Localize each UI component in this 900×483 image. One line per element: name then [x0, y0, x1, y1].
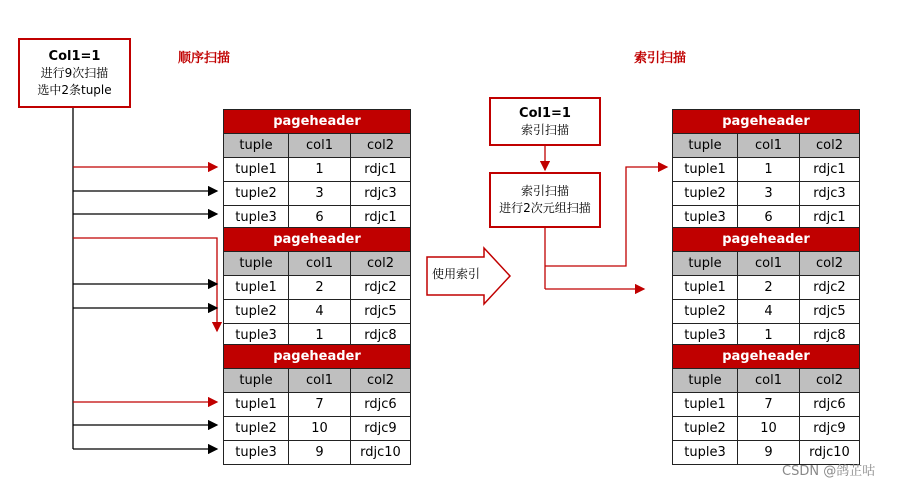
table-row	[673, 157, 859, 181]
watermark: CSDN @鸽芷咕	[782, 464, 876, 479]
table-row	[224, 440, 410, 464]
index-scan-condition-box	[489, 97, 601, 146]
table-cell: tuple1	[235, 280, 277, 295]
table-row	[673, 392, 859, 416]
table-cell: tuple3	[235, 445, 277, 460]
table-cell: rdjc8	[350, 324, 410, 347]
condition-label: Col1=1	[48, 48, 101, 64]
table-cell: tuple1	[684, 280, 726, 295]
table-cell: rdjc10	[350, 441, 410, 464]
data-page	[672, 344, 860, 465]
data-page	[223, 344, 411, 465]
table-cell: rdjc6	[350, 393, 410, 416]
table-cell: 1	[288, 158, 350, 181]
table-cell: rdjc9	[799, 417, 859, 440]
table-cell: 2	[288, 276, 350, 299]
table-cell: 9	[288, 441, 350, 464]
table-cell: tuple2	[235, 304, 277, 319]
table-row	[224, 205, 410, 229]
data-page	[223, 227, 411, 348]
data-page	[672, 109, 860, 230]
table-cell: 9	[737, 441, 799, 464]
table-cell: 4	[288, 300, 350, 323]
sequential-scan-title: 顺序扫描	[178, 51, 231, 66]
column-header: tuple	[224, 134, 288, 157]
table-cell: tuple2	[684, 421, 726, 436]
table-cell: tuple2	[235, 186, 277, 201]
column-header: col2	[799, 369, 859, 392]
index-scan-title: 索引扫描	[634, 51, 687, 66]
table-cell: rdjc5	[350, 300, 410, 323]
column-header-row	[673, 369, 859, 392]
column-header: tuple	[673, 252, 737, 275]
table-row	[673, 275, 859, 299]
table-row	[224, 157, 410, 181]
data-page	[223, 109, 411, 230]
use-index-arrow-label: 使用索引	[432, 267, 481, 281]
table-cell: tuple2	[235, 421, 277, 436]
page-header: pageheader	[224, 228, 410, 252]
page-header: pageheader	[673, 110, 859, 134]
table-cell: 10	[288, 417, 350, 440]
table-row	[224, 275, 410, 299]
table-row	[673, 299, 859, 323]
column-header-row	[673, 134, 859, 157]
table-cell: rdjc1	[350, 158, 410, 181]
table-cell: rdjc1	[350, 206, 410, 229]
table-cell: 3	[288, 182, 350, 205]
table-row	[673, 205, 859, 229]
table-cell: 2	[737, 276, 799, 299]
page-header: pageheader	[673, 345, 859, 369]
data-page	[672, 227, 860, 348]
column-header: col2	[799, 134, 859, 157]
table-cell: 1	[288, 324, 350, 347]
table-cell: 10	[737, 417, 799, 440]
column-header: col2	[799, 252, 859, 275]
index-scan-label: 索引扫描	[520, 122, 569, 137]
table-cell: 7	[737, 393, 799, 416]
table-cell: 1	[737, 324, 799, 347]
table-cell: rdjc5	[799, 300, 859, 323]
table-cell: rdjc10	[799, 441, 859, 464]
table-row	[224, 392, 410, 416]
table-row	[224, 416, 410, 440]
table-cell: tuple1	[684, 397, 726, 412]
page-header: pageheader	[224, 345, 410, 369]
table-cell: tuple2	[684, 304, 726, 319]
table-cell: 4	[737, 300, 799, 323]
table-cell: rdjc1	[799, 158, 859, 181]
column-header: tuple	[673, 134, 737, 157]
table-cell: rdjc6	[799, 393, 859, 416]
column-header: col1	[737, 134, 799, 157]
page-header: pageheader	[673, 228, 859, 252]
table-cell: tuple3	[235, 210, 277, 225]
sequential-scan-condition-box	[18, 38, 131, 108]
table-cell: rdjc3	[350, 182, 410, 205]
index-scan-result-box	[489, 172, 601, 228]
column-header: tuple	[673, 369, 737, 392]
column-header: col2	[350, 134, 410, 157]
tuple-scan-count-label: 进行2次元组扫描	[499, 201, 591, 215]
table-cell: rdjc1	[799, 206, 859, 229]
column-header: col1	[288, 134, 350, 157]
table-row	[673, 416, 859, 440]
table-cell: tuple3	[684, 210, 726, 225]
table-cell: tuple1	[684, 162, 726, 177]
column-header: tuple	[224, 369, 288, 392]
page-header: pageheader	[224, 110, 410, 134]
table-cell: rdjc2	[799, 276, 859, 299]
column-header: tuple	[224, 252, 288, 275]
table-cell: tuple3	[684, 328, 726, 343]
column-header: col2	[350, 252, 410, 275]
table-row	[673, 181, 859, 205]
table-cell: rdjc3	[799, 182, 859, 205]
column-header: col1	[737, 369, 799, 392]
table-cell: rdjc2	[350, 276, 410, 299]
table-row	[224, 181, 410, 205]
table-cell: tuple2	[684, 186, 726, 201]
scan-count-label: 进行9次扫描	[40, 65, 109, 80]
table-row	[224, 299, 410, 323]
column-header: col2	[350, 369, 410, 392]
table-cell: tuple3	[235, 328, 277, 343]
column-header-row	[224, 369, 410, 392]
table-cell: 7	[288, 393, 350, 416]
selected-count-label: 选中2条tuple	[37, 82, 112, 97]
column-header-row	[673, 252, 859, 275]
index-scan-label: 索引扫描	[520, 184, 569, 198]
column-header-row	[224, 252, 410, 275]
condition-label: Col1=1	[519, 105, 571, 121]
table-cell: tuple3	[684, 445, 726, 460]
table-cell: tuple1	[235, 397, 277, 412]
table-cell: tuple1	[235, 162, 277, 177]
column-header: col1	[288, 252, 350, 275]
column-header-row	[224, 134, 410, 157]
column-header: col1	[737, 252, 799, 275]
column-header: col1	[288, 369, 350, 392]
table-cell: rdjc9	[350, 417, 410, 440]
table-cell: 6	[288, 206, 350, 229]
table-cell: 3	[737, 182, 799, 205]
table-cell: rdjc8	[799, 324, 859, 347]
table-cell: 1	[737, 158, 799, 181]
table-cell: 6	[737, 206, 799, 229]
